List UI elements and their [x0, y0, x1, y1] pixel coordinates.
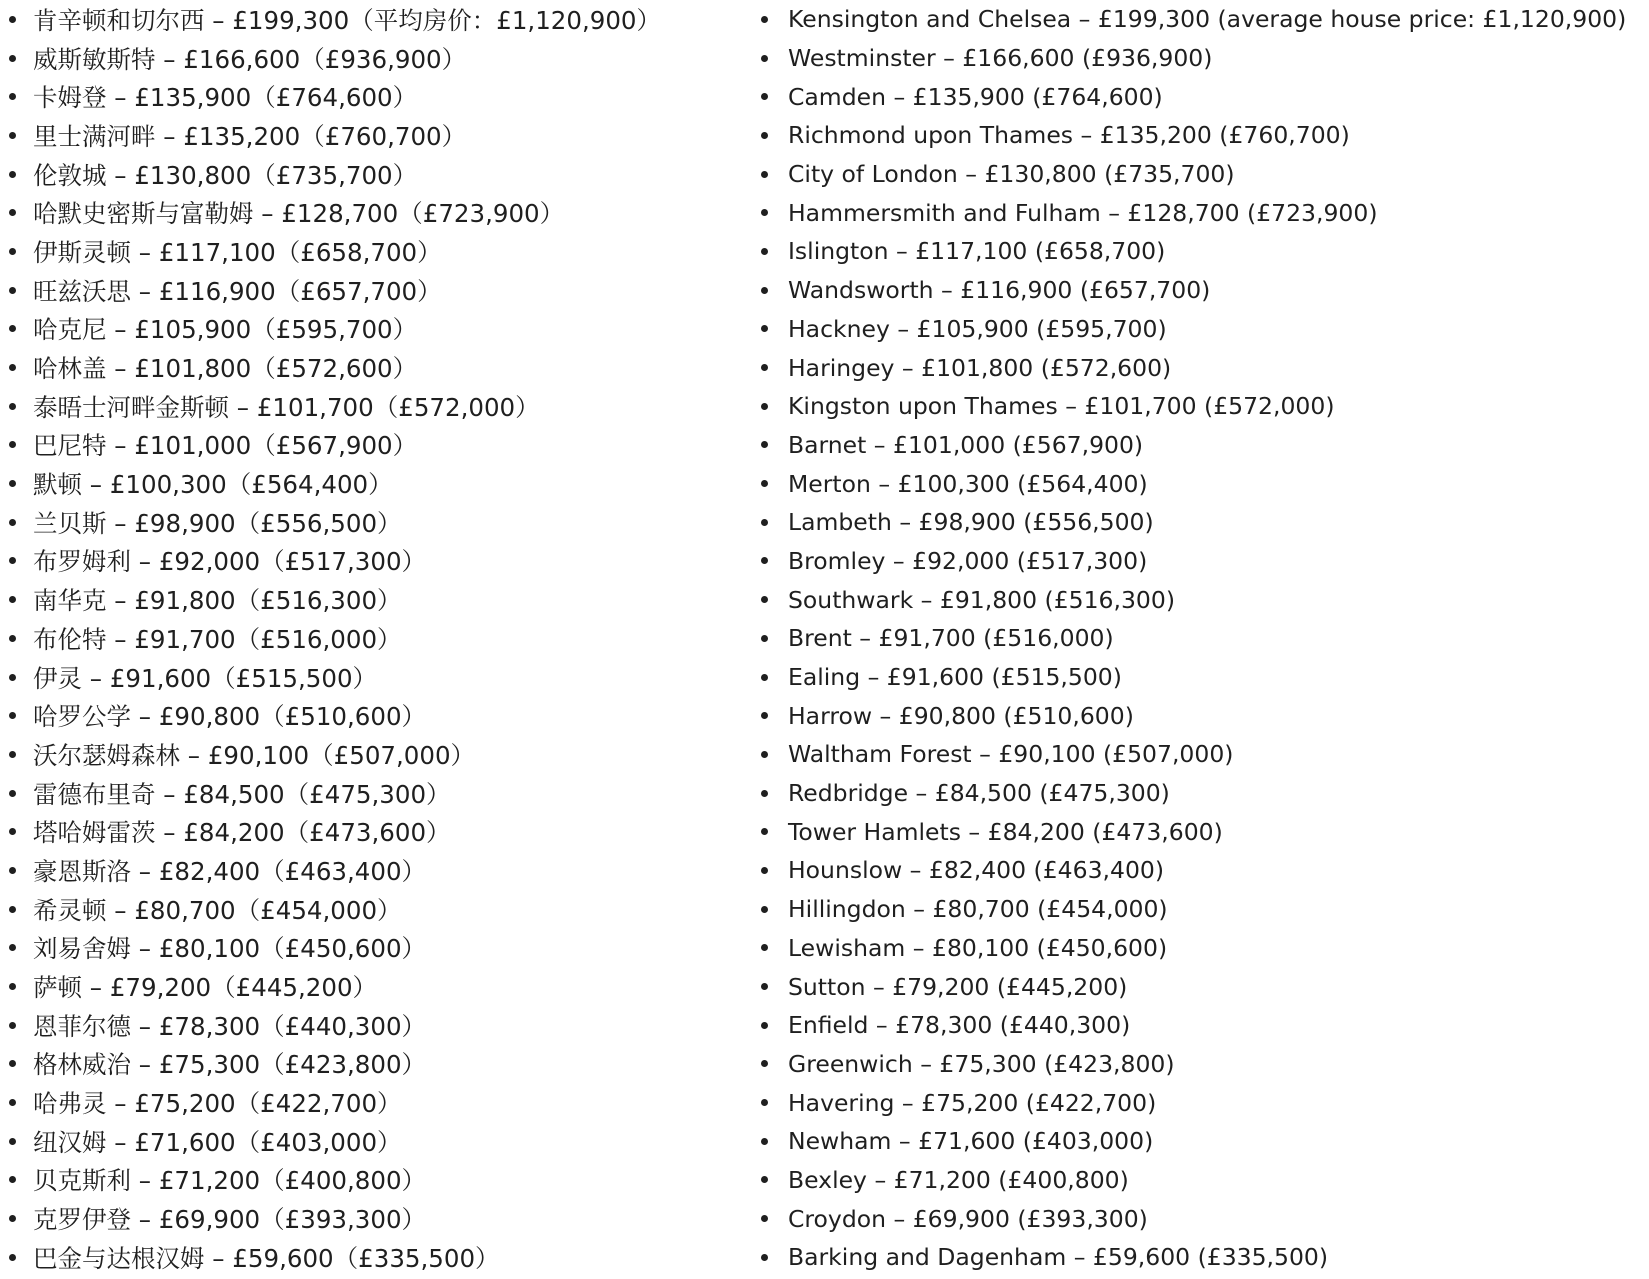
list-item-text: 肯辛顿和切尔西 – £199,300（平均房价：£1,120,900） [33, 5, 662, 35]
bullet-icon [761, 983, 768, 990]
bullet-icon [9, 906, 16, 913]
bullet-icon [9, 751, 16, 758]
bullet-icon [9, 1060, 16, 1067]
bullet-icon [9, 867, 16, 874]
list-item [0, 464, 760, 503]
list-item-text: 沃尔瑟姆森林 – £90,100（£507,000） [33, 740, 476, 770]
list-item-text: Kensington and Chelsea – £199,300 (average house price: £1,120,900) [788, 5, 1627, 34]
bullet-icon [9, 16, 16, 23]
bullet-icon [761, 480, 768, 487]
bullet-icon [9, 712, 16, 719]
list-item-text: Barnet – £101,000 (£567,900) [788, 430, 1144, 459]
list-item [0, 116, 760, 155]
bullet-icon [761, 906, 768, 913]
bullet-icon [9, 1022, 16, 1029]
list-item-text: Harrow – £90,800 (£510,600) [788, 701, 1134, 730]
list-item [752, 348, 1647, 387]
list-item-text: 哈罗公学 – £90,800（£510,600） [33, 702, 427, 732]
list-item [0, 155, 760, 194]
bullet-icon [9, 441, 16, 448]
list-item [752, 39, 1647, 78]
list-item-text: 雷德布里奇 – £84,500（£475,300） [33, 779, 451, 809]
bullet-icon [761, 712, 768, 719]
list-item-text: 伦敦城 – £130,800（£735,700） [33, 160, 418, 190]
list-item-text: Hounslow – £82,400 (£463,400) [788, 856, 1165, 885]
list-item [752, 232, 1647, 271]
list-item [752, 929, 1647, 968]
list-item [0, 1045, 760, 1084]
list-item-text: Barking and Dagenham – £59,600 (£335,500) [788, 1243, 1329, 1272]
list-item [752, 0, 1647, 39]
list-item [0, 39, 760, 78]
list-item-text: 南华克 – £91,800（£516,300） [33, 586, 402, 616]
list-item [752, 890, 1647, 929]
bullet-icon [9, 364, 16, 371]
bullet-icon [761, 1254, 768, 1261]
list-item [0, 193, 760, 232]
list-item [0, 271, 760, 310]
bullet-icon [761, 1099, 768, 1106]
list-item-text: 旺兹沃思 – £116,900（£657,700） [33, 276, 442, 306]
bullet-icon [761, 867, 768, 874]
bullet-icon [761, 287, 768, 294]
list-item [0, 503, 760, 542]
list-item [0, 774, 760, 813]
bullet-icon [761, 557, 768, 564]
list-item-text: 哈默史密斯与富勒姆 – £128,700（£723,900） [33, 199, 565, 229]
list-item-text: Havering – £75,200 (£422,700) [788, 1088, 1157, 1117]
list-item [0, 619, 760, 658]
list-item-text: Wandsworth – £116,900 (£657,700) [788, 276, 1211, 305]
list-item-text: Waltham Forest – £90,100 (£507,000) [788, 740, 1234, 769]
list-item-text: 伊灵 – £91,600（£515,500） [33, 663, 378, 693]
list-item [752, 116, 1647, 155]
list-item [0, 1238, 760, 1277]
bullet-icon [9, 480, 16, 487]
list-item [0, 310, 760, 349]
list-item-text: 布罗姆利 – £92,000（£517,300） [33, 547, 427, 577]
bullet-icon [9, 1176, 16, 1183]
bullet-icon [761, 596, 768, 603]
bullet-icon [9, 596, 16, 603]
bullet-icon [9, 635, 16, 642]
list-item [752, 1161, 1647, 1200]
list-item-text: Hackney – £105,900 (£595,700) [788, 314, 1167, 343]
bullet-icon [761, 1176, 768, 1183]
list-item-text: 刘易舍姆 – £80,100（£450,600） [33, 934, 427, 964]
list-item-text: City of London – £130,800 (£735,700) [788, 160, 1235, 189]
list-item [752, 426, 1647, 465]
list-item-text: Southwark – £91,800 (£516,300) [788, 585, 1175, 614]
list-item [752, 696, 1647, 735]
bullet-icon [761, 674, 768, 681]
list-item-text: Merton – £100,300 (£564,400) [788, 469, 1148, 498]
list-item [0, 232, 760, 271]
list-item-text: Hammersmith and Fulham – £128,700 (£723,900) [788, 198, 1378, 227]
bullet-icon [9, 944, 16, 951]
bullet-icon [9, 171, 16, 178]
list-item-text: 格林威治 – £75,300（£423,800） [33, 1050, 427, 1080]
list-item-text: 纽汉姆 – £71,600（£403,000） [33, 1127, 402, 1157]
list-item [0, 1122, 760, 1161]
list-item [0, 1083, 760, 1122]
list-item [752, 658, 1647, 697]
list-item-text: Bromley – £92,000 (£517,300) [788, 546, 1148, 575]
bullet-icon [761, 171, 768, 178]
list-item [0, 929, 760, 968]
list-item-text: 伊斯灵顿 – £117,100（£658,700） [33, 237, 442, 267]
bullet-icon [9, 1254, 16, 1261]
bullet-icon [761, 248, 768, 255]
bullet-icon [761, 519, 768, 526]
list-item-text: 巴尼特 – £101,000（£567,900） [33, 431, 418, 461]
list-item [752, 619, 1647, 658]
list-item [752, 812, 1647, 851]
list-item [752, 1045, 1647, 1084]
list-item-text: Lewisham – £80,100 (£450,600) [788, 933, 1168, 962]
bullet-icon [761, 828, 768, 835]
list-item-text: 哈弗灵 – £75,200（£422,700） [33, 1089, 402, 1119]
bullet-icon [9, 1138, 16, 1145]
bullet-icon [761, 403, 768, 410]
bullet-icon [9, 209, 16, 216]
bullet-icon [761, 93, 768, 100]
list-item [752, 387, 1647, 426]
bullet-icon [9, 55, 16, 62]
list-item [752, 774, 1647, 813]
list-item [0, 890, 760, 929]
list-item [752, 967, 1647, 1006]
bullet-icon [761, 1022, 768, 1029]
bullet-icon [9, 325, 16, 332]
list-item-text: 恩菲尔德 – £78,300（£440,300） [33, 1011, 427, 1041]
list-item-text: 威斯敏斯特 – £166,600（£936,900） [33, 44, 467, 74]
list-item-text: Croydon – £69,900 (£393,300) [788, 1204, 1148, 1233]
bullet-icon [761, 132, 768, 139]
list-item-text: 布伦特 – £91,700（£516,000） [33, 624, 402, 654]
bullet-icon [761, 944, 768, 951]
list-item-text: Bexley – £71,200 (£400,800) [788, 1165, 1129, 1194]
list-item-text: 泰晤士河畔金斯顿 – £101,700（£572,000） [33, 392, 540, 422]
bullet-icon [9, 519, 16, 526]
list-item [0, 426, 760, 465]
list-item-text: Newham – £71,600 (£403,000) [788, 1127, 1154, 1156]
list-item-text: 贝克斯利 – £71,200（£400,800） [33, 1166, 427, 1196]
list-item-text: Redbridge – £84,500 (£475,300) [788, 779, 1170, 808]
bullet-icon [9, 983, 16, 990]
list-item [752, 464, 1647, 503]
bullet-icon [761, 55, 768, 62]
list-item-text: Islington – £117,100 (£658,700) [788, 237, 1166, 266]
list-item-text: 塔哈姆雷茨 – £84,200（£473,600） [33, 818, 451, 848]
bullet-icon [9, 1215, 16, 1222]
list-item-text: Kingston upon Thames – £101,700 (£572,000) [788, 392, 1335, 421]
english-borough-list [752, 0, 1647, 1277]
list-item [0, 1199, 760, 1238]
list-item [752, 193, 1647, 232]
list-item [752, 851, 1647, 890]
bullet-icon [9, 1099, 16, 1106]
bullet-icon [761, 790, 768, 797]
list-item-text: 希灵顿 – £80,700（£454,000） [33, 895, 402, 925]
list-item [752, 1006, 1647, 1045]
list-item [752, 271, 1647, 310]
list-item-text: Enfield – £78,300 (£440,300) [788, 1011, 1131, 1040]
list-item [0, 735, 760, 774]
list-item [0, 387, 760, 426]
bullet-icon [761, 1138, 768, 1145]
list-item-text: Tower Hamlets – £84,200 (£473,600) [788, 817, 1223, 846]
bullet-icon [9, 557, 16, 564]
list-item [0, 1006, 760, 1045]
list-item-text: Ealing – £91,600 (£515,500) [788, 663, 1122, 692]
list-item-text: Richmond upon Thames – £135,200 (£760,700) [788, 121, 1350, 150]
list-item [752, 503, 1647, 542]
list-item-text: Haringey – £101,800 (£572,600) [788, 353, 1172, 382]
bullet-icon [761, 441, 768, 448]
list-item [0, 0, 760, 39]
bullet-icon [761, 364, 768, 371]
list-item [752, 77, 1647, 116]
bullet-icon [9, 248, 16, 255]
list-item-text: 萨顿 – £79,200（£445,200） [33, 973, 378, 1003]
list-item-text: 哈克尼 – £105,900（£595,700） [33, 315, 418, 345]
list-item [0, 658, 760, 697]
bullet-icon [761, 209, 768, 216]
bullet-icon [9, 403, 16, 410]
bullet-icon [761, 635, 768, 642]
list-item-text: Brent – £91,700 (£516,000) [788, 624, 1114, 653]
list-item-text: Westminster – £166,600 (£936,900) [788, 44, 1213, 73]
list-item-text: 克罗伊登 – £69,900（£393,300） [33, 1205, 427, 1235]
list-item [0, 542, 760, 581]
bullet-icon [9, 132, 16, 139]
list-item [752, 735, 1647, 774]
bullet-icon [761, 16, 768, 23]
list-item-text: 豪恩斯洛 – £82,400（£463,400） [33, 856, 427, 886]
list-item [752, 1199, 1647, 1238]
bullet-icon [761, 1060, 768, 1067]
list-item [0, 812, 760, 851]
list-item [0, 696, 760, 735]
list-item [752, 1083, 1647, 1122]
list-item-text: 默顿 – £100,300（£564,400） [33, 470, 393, 500]
list-item-text: 哈林盖 – £101,800（£572,600） [33, 354, 418, 384]
bullet-icon [761, 325, 768, 332]
list-item-text: 兰贝斯 – £98,900（£556,500） [33, 508, 402, 538]
list-item [752, 1122, 1647, 1161]
list-item [0, 1161, 760, 1200]
list-item [752, 1238, 1647, 1277]
list-item [752, 310, 1647, 349]
list-item-text: Camden – £135,900 (£764,600) [788, 82, 1163, 111]
list-item-text: Greenwich – £75,300 (£423,800) [788, 1049, 1175, 1078]
list-item [0, 967, 760, 1006]
list-item [0, 580, 760, 619]
bullet-icon [9, 790, 16, 797]
chinese-borough-list [0, 0, 760, 1277]
list-item-text: 卡姆登 – £135,900（£764,600） [33, 83, 418, 113]
list-item [0, 348, 760, 387]
list-item-text: Sutton – £79,200 (£445,200) [788, 972, 1128, 1001]
bullet-icon [9, 93, 16, 100]
list-item-text: Lambeth – £98,900 (£556,500) [788, 508, 1154, 537]
bullet-icon [761, 751, 768, 758]
list-item [0, 77, 760, 116]
list-item-text: 里士满河畔 – £135,200（£760,700） [33, 121, 467, 151]
bullet-icon [9, 828, 16, 835]
list-item [0, 851, 760, 890]
list-item [752, 155, 1647, 194]
bullet-icon [9, 674, 16, 681]
list-item [752, 580, 1647, 619]
bullet-icon [9, 287, 16, 294]
list-item-text: 巴金与达根汉姆 – £59,600（£335,500） [33, 1243, 500, 1273]
list-item [752, 542, 1647, 581]
bullet-icon [761, 1215, 768, 1222]
list-item-text: Hillingdon – £80,700 (£454,000) [788, 895, 1168, 924]
